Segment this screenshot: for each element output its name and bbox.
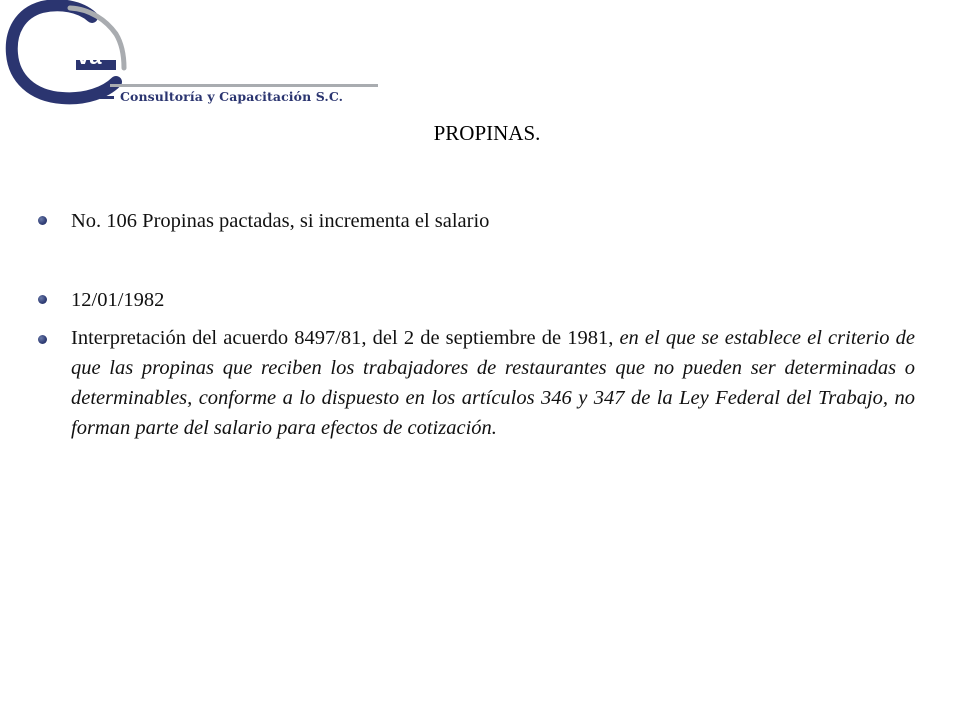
bullet-dot <box>38 216 47 225</box>
bullet-text-3-italic: en el que se establece el criterio de que las propinas que reciben los trabajadores de restaurantes que no pueden ser determinadas o determinables, conforme a lo dispuesto en los artículos 346 y 347 de la Ley Federal del Trabajo, no forman parte del salario para efectos de cotización. <box>71 327 915 439</box>
bullet-text-1: No. 106 Propinas pactadas, si incrementa el salario <box>71 210 490 232</box>
bullet-dot <box>38 295 47 304</box>
bullet-text-3 <box>71 323 915 443</box>
logo-mark-text: va <box>77 44 102 69</box>
logo-company-name: Consultoría y Capacitación S.C. <box>120 89 344 104</box>
bullet-dot <box>38 335 47 344</box>
bullet-text-2: 12/01/1982 <box>71 289 165 311</box>
bullet-text-3-regular: Interpretación del acuerdo 8497/81, del 2 de septiembre de 1981, <box>71 327 620 349</box>
company-logo <box>0 0 380 118</box>
slide-title: PROPINAS. <box>433 121 541 145</box>
